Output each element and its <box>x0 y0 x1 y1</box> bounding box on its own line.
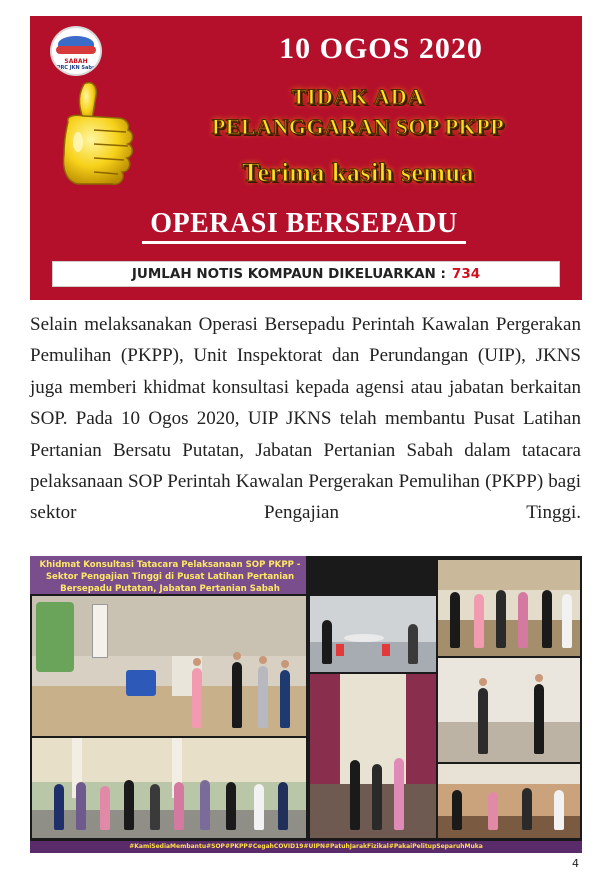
photo-lobby <box>32 596 306 736</box>
date-title: 10 OGOS 2020 <box>279 32 483 65</box>
thank-you-line: Terima kasih semua <box>242 158 474 187</box>
photo-collage <box>30 556 582 853</box>
body-paragraph: Selain melaksanakan Operasi Bersepadu Perintah Kawalan Pergerakan Pemulihan (PKPP), Unit Inspektorat dan Perundangan (UIP), JKNS juga memberi khidmat konsultasi kepada agensi atau jabatan berkaitan SOP. Pada 10 Ogos 2020, UIP JKNS telah membantu Pusat Latihan Pertanian Bersatu Putatan, Jabatan Pertanian Sabah dalam tatacara pelaksanaan SOP Perintah Kawalan Pergerakan Pemulihan (PKPP) bagi sektor Pengajian Tinggi. <box>30 314 581 524</box>
photo-group <box>32 738 306 838</box>
collage-hashtags: #KamiSediaMembantu#SOP#PKPP#CegahCOVID19#UIPN#PatuhJarakFizikal#PakaiPelitupSeparuhMuka <box>30 841 582 853</box>
photo-office <box>438 764 580 838</box>
notice-label: JUMLAH NOTIS KOMPAUN DIKELUARKAN : <box>131 266 446 282</box>
banner <box>30 16 582 300</box>
no-violation-line: TIDAK ADA <box>291 84 425 109</box>
photo-corridor <box>438 560 580 656</box>
compound-notice-box <box>52 261 560 287</box>
notice-count: 734 <box>451 266 481 282</box>
photo-meeting <box>438 658 580 762</box>
thumbs-up-icon <box>54 76 140 196</box>
page-number: 4 <box>572 857 579 870</box>
collage-title: Khidmat Konsultasi Tatacara Pelaksanaan SOP PKPP - Sektor Pengajian Tinggi di Pusat Latihan Pertanian Bersepadu Putatan, Jabatan Pertanian Sabah <box>39 560 301 594</box>
operasi-heading: OPERASI BERSEPADU <box>142 208 466 244</box>
collage-header <box>30 556 306 594</box>
photo-tables <box>310 596 436 672</box>
jkns-logo: SABAH CPRC JKN Sabah <box>50 26 102 76</box>
sop-violation-line: PELANGGARAN SOP PKPP <box>211 114 505 139</box>
photo-hallway <box>310 674 436 838</box>
